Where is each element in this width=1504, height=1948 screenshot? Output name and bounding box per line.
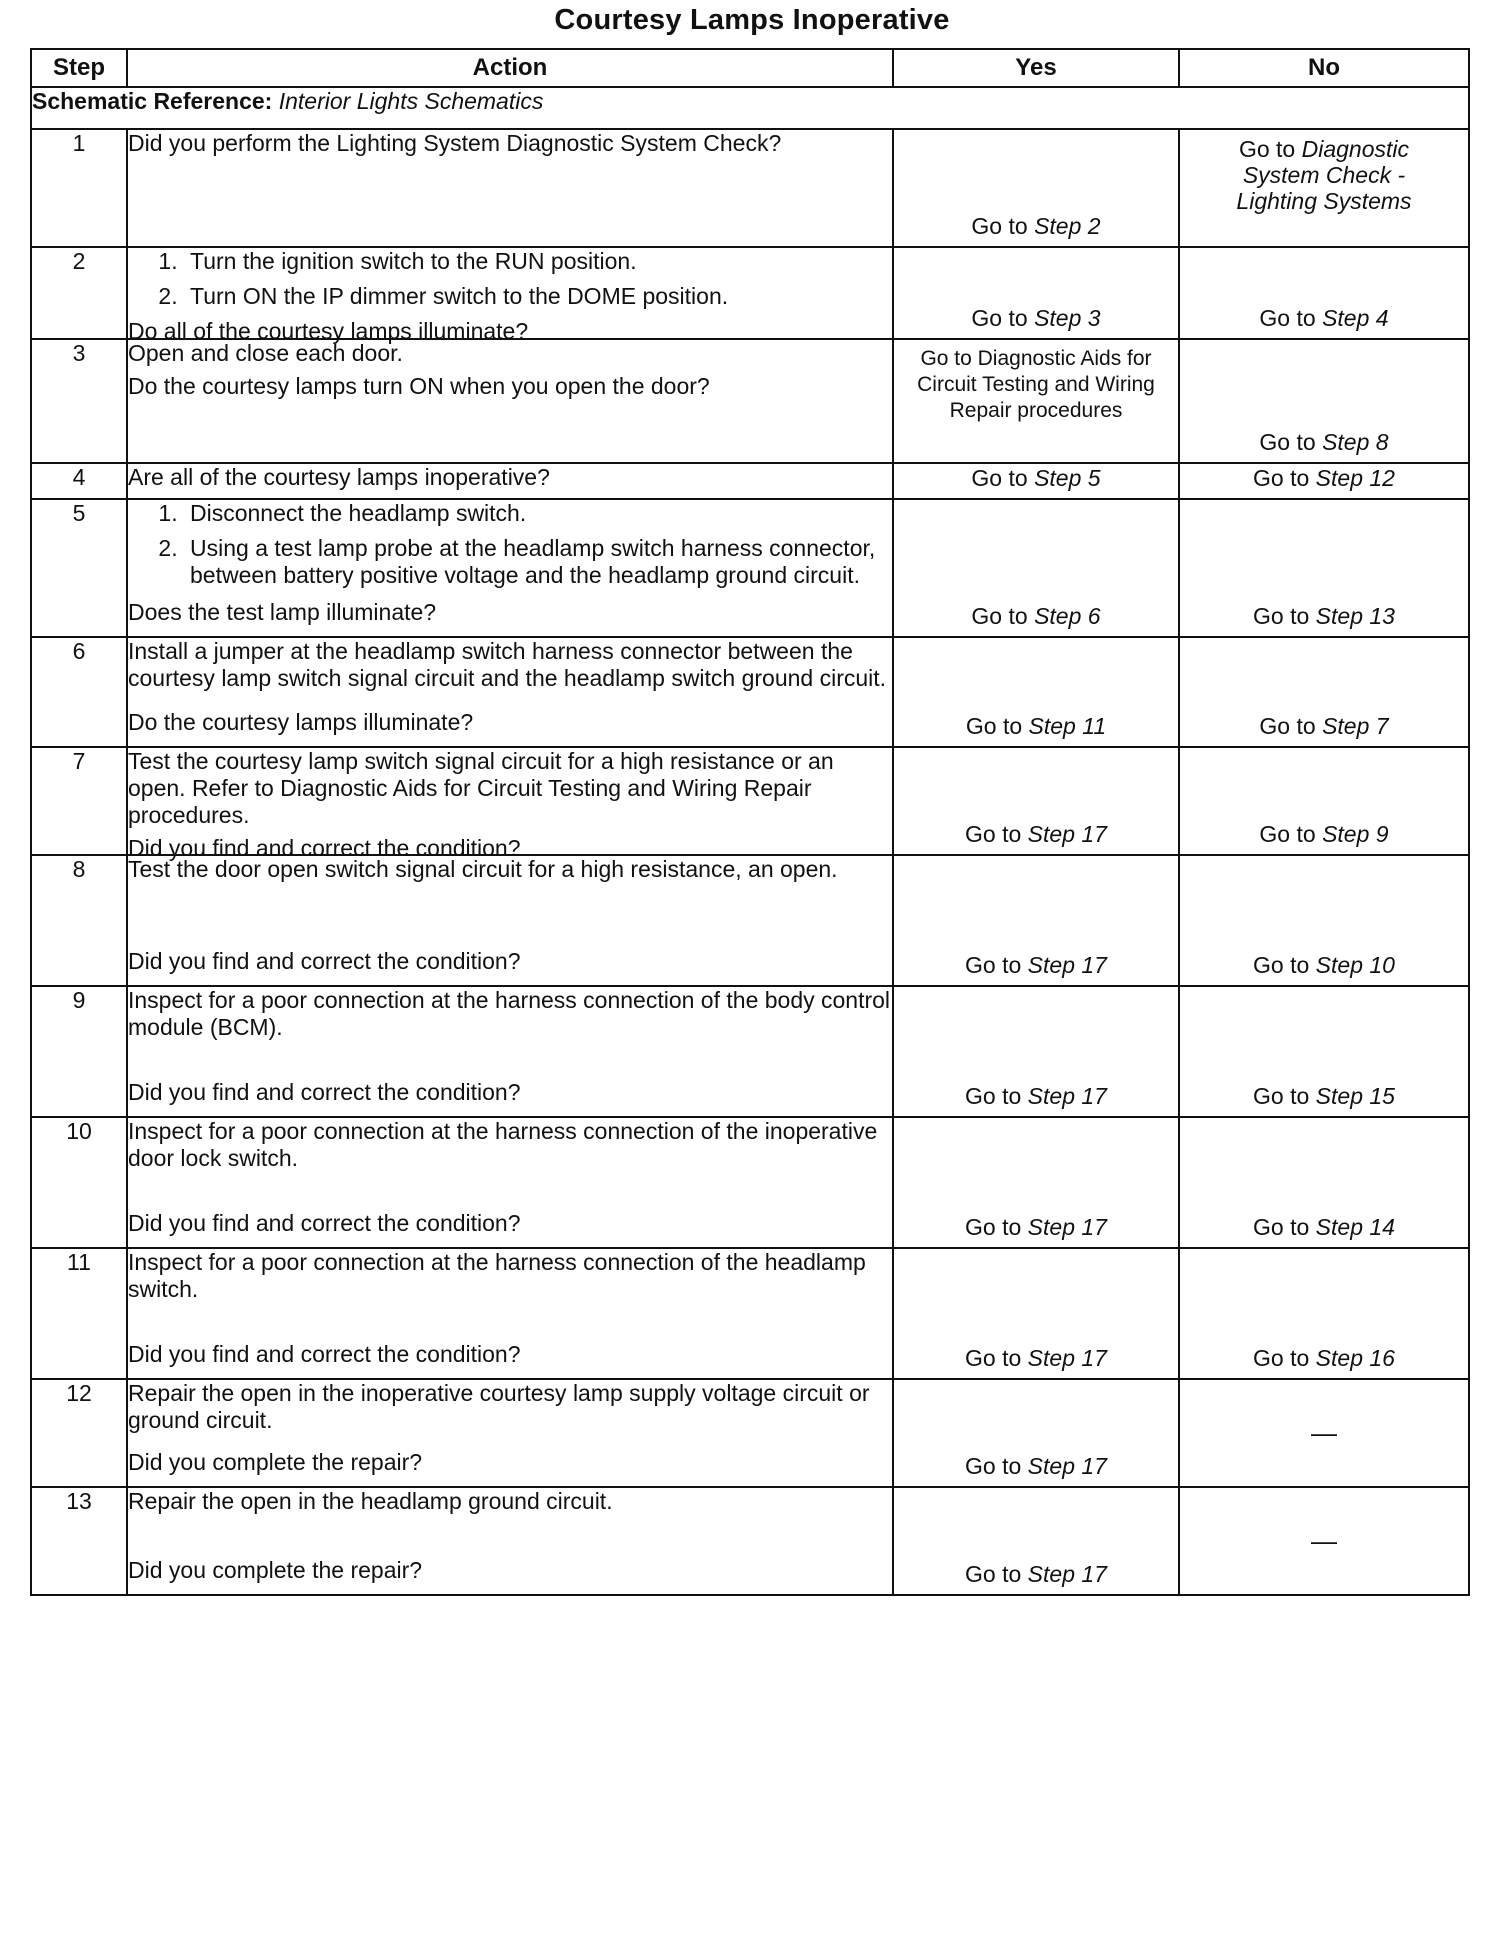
- table-row: [31, 339, 1469, 463]
- action-content: [128, 856, 892, 975]
- action-question: Did you perform the Lighting System Diagnostic System Check?: [128, 130, 782, 156]
- header-no: No: [1179, 49, 1469, 87]
- no-result-text: Go to: [1259, 305, 1323, 331]
- action-paragraph: Inspect for a poor connection at the harness connection of the body control module (BCM).: [128, 987, 891, 1040]
- yes-result-cell: [893, 1248, 1179, 1379]
- no-result-text: Go to: [1253, 952, 1316, 978]
- action-cell: [127, 986, 893, 1117]
- table-row: [31, 855, 1469, 986]
- table-row: [31, 1117, 1469, 1248]
- yes-result: [894, 821, 1178, 848]
- no-result: [1180, 1345, 1468, 1372]
- yes-step-reference: Step 11: [1028, 713, 1107, 739]
- no-result: [1180, 1418, 1468, 1449]
- yes-result-text: Go to: [971, 305, 1035, 331]
- yes-step-reference: Step 17: [1027, 821, 1107, 847]
- action-content: [128, 638, 892, 736]
- no-result-cell: [1179, 339, 1469, 463]
- yes-result-cell: [893, 1487, 1179, 1595]
- action-content: [128, 1118, 892, 1237]
- yes-step-reference: Step 2: [1034, 213, 1101, 239]
- no-result: [1180, 1526, 1468, 1557]
- action-paragraph: Inspect for a poor connection at the harness connection of the headlamp switch.: [128, 1249, 866, 1302]
- action-cell: [127, 339, 893, 463]
- action-step-item: 2. Using a test lamp probe at the headlamp switch harness connector, between battery positive voltage and the headlamp ground circuit.: [184, 535, 892, 589]
- header-yes: Yes: [893, 49, 1179, 87]
- yes-result: [894, 1214, 1178, 1241]
- action-content: [128, 1488, 892, 1584]
- no-result-cell: [1179, 1248, 1469, 1379]
- table-row: [31, 129, 1469, 247]
- action-content: [128, 748, 892, 861]
- yes-step-reference: Step 17: [1027, 1561, 1107, 1587]
- schematic-reference-row: [31, 87, 1469, 129]
- yes-result-text: Go to: [971, 603, 1035, 629]
- action-paragraph: Open and close each door.: [128, 340, 403, 366]
- yes-result-text: Go to: [965, 1453, 1028, 1479]
- action-cell: [127, 499, 893, 637]
- yes-result-text: Go to: [965, 821, 1028, 847]
- no-result-text: —: [1311, 1417, 1337, 1448]
- step-number: 12: [31, 1379, 127, 1487]
- action-paragraph: Test the courtesy lamp switch signal circuit for a high resistance or an open. Refer to Diagnostic Aids for Circuit Testing and Wiring Repair procedures.: [128, 748, 834, 828]
- yes-step-reference: Step 17: [1027, 1453, 1107, 1479]
- action-content: [128, 500, 892, 626]
- schematic-reference-cell: [31, 87, 1469, 129]
- no-result: [1180, 1214, 1468, 1241]
- no-result: [1180, 1083, 1468, 1110]
- no-step-reference: Step 13: [1315, 603, 1395, 629]
- action-cell: [127, 1117, 893, 1248]
- table-row: [31, 499, 1469, 637]
- no-result-text: Go to: [1259, 713, 1323, 739]
- no-result-text: Go to: [1253, 465, 1316, 491]
- no-result-text: —: [1311, 1525, 1337, 1556]
- no-result: [1180, 130, 1468, 214]
- yes-step-reference: Step 5: [1034, 465, 1101, 491]
- no-step-reference: Step 8: [1322, 429, 1389, 455]
- yes-result-text: Go to: [965, 1214, 1028, 1240]
- action-cell: [127, 855, 893, 986]
- action-cell: [127, 1248, 893, 1379]
- action-paragraph: Repair the open in the headlamp ground circuit.: [128, 1488, 613, 1514]
- table-header-row: [31, 49, 1469, 87]
- action-step-item: 2. Turn ON the IP dimmer switch to the DOME position.: [184, 283, 892, 310]
- yes-result: [894, 340, 1178, 424]
- table-row: [31, 637, 1469, 747]
- action-steps-list: [128, 248, 892, 310]
- action-paragraph: Inspect for a poor connection at the harness connection of the inoperative door lock switch.: [128, 1118, 878, 1171]
- yes-result-text: Go to: [971, 465, 1035, 491]
- action-text: [128, 248, 892, 318]
- action-text: [128, 340, 892, 400]
- action-cell: [127, 129, 893, 247]
- no-result-text: Go to: [1259, 821, 1323, 847]
- yes-result-text: Go to: [965, 1083, 1028, 1109]
- action-question: Did you complete the repair?: [128, 1449, 423, 1475]
- yes-result: [894, 465, 1178, 492]
- yes-result-text: Go to: [965, 952, 1028, 978]
- schematic-reference-value: Interior Lights Schematics: [278, 88, 544, 114]
- step-number: 10: [31, 1117, 127, 1248]
- action-steps-list: [128, 500, 892, 589]
- yes-result: [894, 1561, 1178, 1588]
- action-paragraph: Test the door open switch signal circuit for a high resistance, an open.: [128, 856, 838, 882]
- no-result: [1180, 465, 1468, 492]
- step-number: 4: [31, 463, 127, 499]
- action-step-item: 1. Turn the ignition switch to the RUN position.: [184, 248, 892, 275]
- header-step: Step: [31, 49, 127, 87]
- action-question: Do the courtesy lamps turn ON when you open the door?: [128, 373, 710, 399]
- no-step-reference: Step 16: [1315, 1345, 1395, 1371]
- yes-step-reference: Step 17: [1027, 1345, 1107, 1371]
- yes-step-reference: Step 17: [1027, 1214, 1107, 1240]
- action-question: Did you complete the repair?: [128, 1557, 423, 1583]
- table-row: [31, 247, 1469, 339]
- no-result-cell: [1179, 1379, 1469, 1487]
- no-result-cell: [1179, 747, 1469, 855]
- action-text: [128, 1249, 892, 1309]
- no-result-text: Go to: [1253, 603, 1316, 629]
- yes-result-text: Go to Diagnostic Aids for Circuit Testing and Wiring Repair procedures: [917, 347, 1155, 422]
- action-content: [128, 1249, 892, 1368]
- no-result-cell: [1179, 129, 1469, 247]
- header-action: Action: [127, 49, 893, 87]
- yes-result-text: Go to: [965, 713, 1029, 739]
- yes-result-text: Go to: [965, 1345, 1028, 1371]
- action-text: [128, 130, 892, 157]
- table-row: [31, 1487, 1469, 1595]
- action-question: Does the test lamp illuminate?: [128, 599, 437, 625]
- no-step-reference: Step 4: [1322, 305, 1389, 331]
- step-number: 2: [31, 247, 127, 339]
- yes-result-cell: [893, 1117, 1179, 1248]
- yes-result: [894, 305, 1178, 332]
- no-step-reference: Step 15: [1315, 1083, 1395, 1109]
- no-result-cell: [1179, 637, 1469, 747]
- no-result-cell: [1179, 986, 1469, 1117]
- diagnostic-table: [30, 48, 1470, 1596]
- yes-result-cell: [893, 247, 1179, 339]
- no-result: [1180, 952, 1468, 979]
- action-text: [128, 1488, 892, 1521]
- step-number: 11: [31, 1248, 127, 1379]
- yes-result: [894, 1345, 1178, 1372]
- action-text: [128, 500, 892, 597]
- no-step-reference: Step 9: [1322, 821, 1389, 847]
- no-result: [1180, 429, 1468, 456]
- step-number: 13: [31, 1487, 127, 1595]
- action-paragraph: Install a jumper at the headlamp switch harness connector between the courtesy lamp switch signal circuit and the headlamp switch ground circuit.: [128, 638, 887, 691]
- action-step-item: 1. Disconnect the headlamp switch.: [184, 500, 892, 527]
- no-result-text: Go to: [1238, 136, 1302, 162]
- step-number: 5: [31, 499, 127, 637]
- table-row: [31, 986, 1469, 1117]
- action-content: [128, 464, 892, 488]
- yes-result-cell: [893, 986, 1179, 1117]
- action-question: Do the courtesy lamps illuminate?: [128, 709, 474, 735]
- action-question: Are all of the courtesy lamps inoperative?: [128, 464, 550, 490]
- action-text: [128, 1380, 892, 1440]
- action-text: [128, 856, 892, 889]
- no-result-text: Go to: [1259, 429, 1323, 455]
- yes-step-reference: Step 17: [1027, 952, 1107, 978]
- action-content: [128, 340, 892, 452]
- page-title: Courtesy Lamps Inoperative: [554, 4, 950, 36]
- table-body: [31, 87, 1469, 1595]
- yes-step-reference: Step 6: [1034, 603, 1101, 629]
- action-question: Did you find and correct the condition?: [128, 1079, 521, 1105]
- step-number: 8: [31, 855, 127, 986]
- action-text: [128, 1118, 892, 1178]
- no-result-cell: [1179, 1487, 1469, 1595]
- no-result-cell: [1179, 499, 1469, 637]
- action-content: [128, 1380, 892, 1476]
- step-number: 1: [31, 129, 127, 247]
- no-result-cell: [1179, 855, 1469, 986]
- yes-result-cell: [893, 463, 1179, 499]
- no-step-reference: Step 10: [1315, 952, 1395, 978]
- action-question: Did you find and correct the condition?: [128, 1341, 521, 1367]
- step-number: 3: [31, 339, 127, 463]
- table-row: [31, 1379, 1469, 1487]
- yes-result: [894, 1453, 1178, 1480]
- yes-step-reference: Step 17: [1027, 1083, 1107, 1109]
- step-number: 7: [31, 747, 127, 855]
- action-cell: [127, 637, 893, 747]
- action-question: Did you find and correct the condition?: [128, 1210, 521, 1236]
- no-step-reference: Step 7: [1322, 713, 1389, 739]
- step-number: 9: [31, 986, 127, 1117]
- no-step-reference: Step 12: [1315, 465, 1395, 491]
- action-content: [128, 248, 892, 344]
- no-result-cell: [1179, 247, 1469, 339]
- no-result-cell: [1179, 1117, 1469, 1248]
- action-text: [128, 638, 892, 698]
- action-cell: [127, 1487, 893, 1595]
- no-result-text: Go to: [1253, 1083, 1316, 1109]
- schematic-reference-label: Schematic Reference:: [32, 88, 273, 114]
- table-row: [31, 747, 1469, 855]
- yes-result: [894, 213, 1178, 240]
- no-result: [1180, 603, 1468, 630]
- no-step-reference: Step 14: [1315, 1214, 1395, 1240]
- yes-result-cell: [893, 1379, 1179, 1487]
- action-question: Did you find and correct the condition?: [128, 835, 521, 861]
- yes-step-reference: Step 3: [1034, 305, 1101, 331]
- action-cell: [127, 463, 893, 499]
- yes-result-text: Go to: [965, 1561, 1028, 1587]
- action-text: [128, 748, 892, 835]
- action-content: [128, 987, 892, 1106]
- yes-result: [894, 713, 1178, 740]
- action-cell: [127, 1379, 893, 1487]
- yes-result-cell: [893, 339, 1179, 463]
- yes-result-cell: [893, 637, 1179, 747]
- action-content: [128, 130, 892, 236]
- action-question: Do all of the courtesy lamps illuminate?: [128, 318, 529, 344]
- yes-result: [894, 1083, 1178, 1110]
- table-row: [31, 463, 1469, 499]
- yes-result-cell: [893, 747, 1179, 855]
- no-step-reference: Diagnostic System Check - Lighting Systems: [1236, 136, 1412, 214]
- action-paragraph: Repair the open in the inoperative courtesy lamp supply voltage circuit or ground circuit.: [128, 1380, 870, 1433]
- yes-result: [894, 603, 1178, 630]
- yes-result: [894, 952, 1178, 979]
- step-number: 6: [31, 637, 127, 747]
- yes-result-cell: [893, 499, 1179, 637]
- action-question: Did you find and correct the condition?: [128, 948, 521, 974]
- table-row: [31, 1248, 1469, 1379]
- no-result: [1180, 305, 1468, 332]
- action-cell: [127, 747, 893, 861]
- yes-result-cell: [893, 855, 1179, 986]
- yes-result-text: Go to: [971, 213, 1035, 239]
- no-result: [1180, 713, 1468, 740]
- no-result-text: Go to: [1253, 1345, 1316, 1371]
- action-cell: [127, 247, 893, 344]
- yes-result-cell: [893, 129, 1179, 247]
- no-result-cell: [1179, 463, 1469, 499]
- no-result: [1180, 821, 1468, 848]
- no-result-text: Go to: [1253, 1214, 1316, 1240]
- action-text: [128, 987, 892, 1047]
